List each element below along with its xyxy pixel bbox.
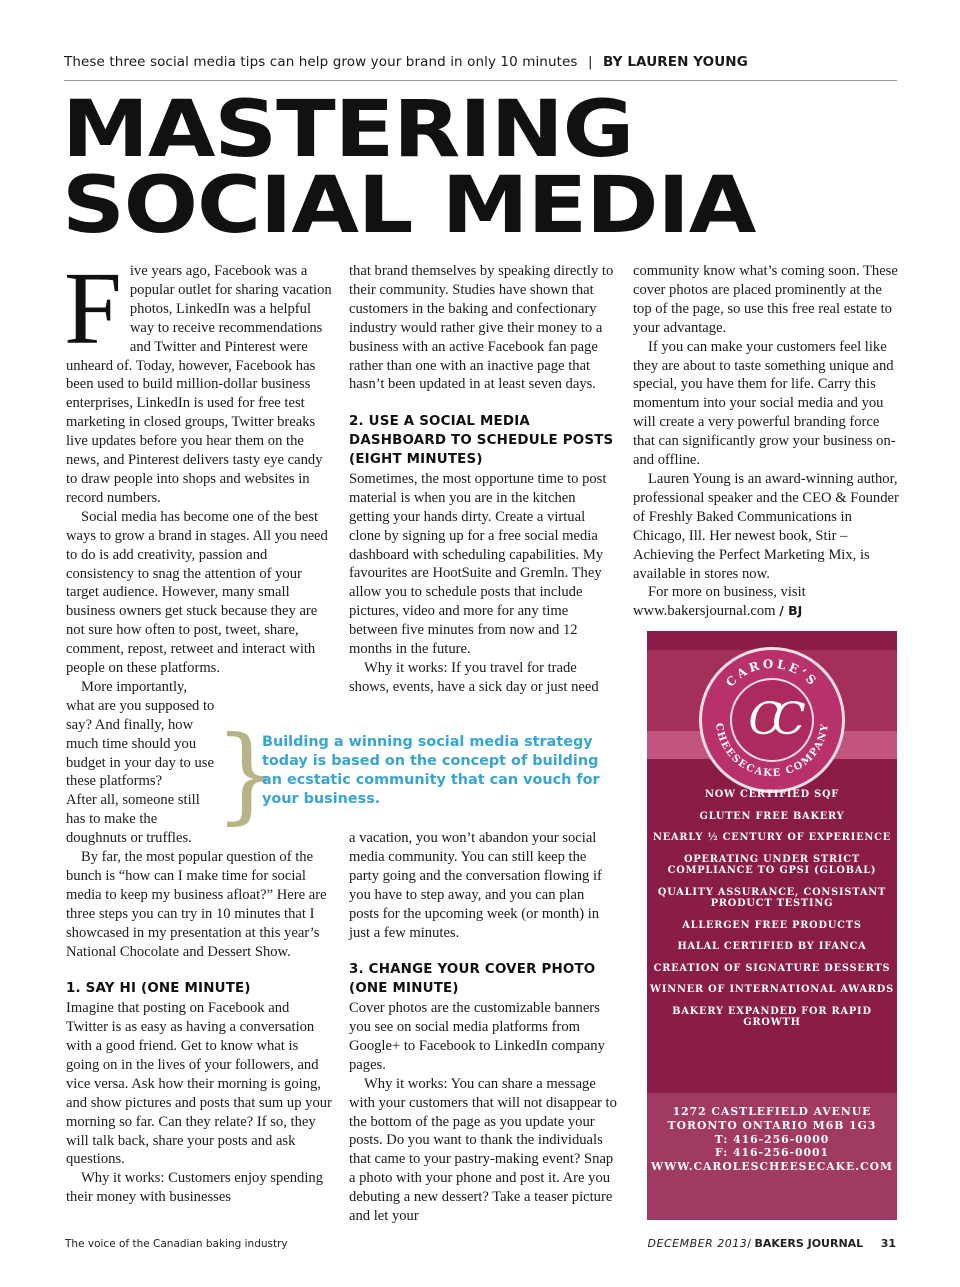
column-1-lower — [66, 848, 332, 1207]
paragraph: Sometimes, the most opportune time to post material is when you are in the kitchen getting your hands dirty. Create a virtual clone by signing up for a free social media dashboard with scheduling capabilities. My favourites are HootSuite and Gremln. They allow you to schedule posts that include pictures, video and more for any time between five minutes from now and 12 months in the future. — [349, 470, 607, 658]
paragraph: Why it works: If you travel for trade shows, events, have a sick day or just need — [349, 660, 599, 695]
drop-cap: F — [64, 251, 122, 366]
ad-contact-block — [647, 1093, 897, 1220]
column-3 — [633, 262, 901, 621]
paragraph: Why it works: Customers enjoy spending their money with businesses — [66, 1170, 323, 1206]
folio-slash: / — [747, 1237, 751, 1250]
paragraph: Imagine that posting on Facebook and Twitter is as easy as having a conversation with a good friend. Get to know what is going on in the lives of your followers, and vice versa. Ask how their morning is going, and show pictures and posts that sum up your morning so far. Can they relate? If so, they will talk back, share your posts and ask questions. — [66, 1000, 332, 1168]
paragraph: that brand themselves by speaking directly to their community. Studies have shown that customers in the baking and confectionary industry would rather give their money to a business with an active Facebook fan page rather than one with an inactive page that hasn’t been updated in at least seven days. — [349, 263, 614, 393]
advertisement — [647, 631, 897, 1220]
column-2 — [349, 262, 617, 697]
column-2-lower — [349, 829, 617, 1226]
ad-feature-list — [647, 789, 897, 1039]
header-rule — [64, 80, 897, 81]
article-deck — [64, 54, 897, 70]
paragraph — [66, 678, 216, 791]
subhead-1: 1. SAY HI (ONE MINUTE) — [66, 981, 251, 997]
website-link[interactable]: For more on business, visit www.bakersjournal.com — [633, 584, 806, 620]
paragraph: Cover photos are the customizable banners you see on social media platforms from Google+ to Facebook to LinkedIn company pages. — [349, 1000, 605, 1073]
paragraph: community know what’s coming soon. These cover photos are placed prominently at the top of the page, so use this free real estate to your advantage. — [633, 263, 898, 336]
paragraph-text: More importantly, what are you supposed to say? And finally, how much time should you budget in your day to use these platforms? — [66, 678, 215, 790]
subhead-3: 3. CHANGE YOUR COVER PHOTO (ONE MINUTE) — [349, 962, 596, 997]
ad-feature-item: WINNER OF INTERNATIONAL AWARDS — [650, 984, 894, 995]
ad-feature-item: OPERATING UNDER STRICT COMPLIANCE TO GPSI (GLOBAL) — [667, 853, 877, 876]
end-mark: / BJ — [779, 603, 803, 619]
paragraph-text: ive years ago, Facebook was a popular outlet for sharing vacation photos, LinkedIn was a helpful way to receive recommendations and Twitter and Pinterest were unheard of. Today, however, Facebook has been used to build million-dollar business enterprises, LinkedIn is used for free test marketing in closed groups, Twitter breaks live updates before you hear them on the news, and Pinterest delivers tasty eye candy to draw people into shops and websites in record numbers. — [66, 263, 332, 506]
headline — [62, 85, 756, 251]
paragraph: a vacation, you won’t abandon your social media community. You can still keep the party going and the conversation flowing if you have to step away, and you can plan posts for the upcoming week (or month) in just a few minutes. — [349, 830, 602, 941]
paragraph — [633, 583, 901, 621]
seal-monogram: CC — [748, 694, 796, 745]
pullquote-brace: } — [214, 713, 281, 835]
paragraph — [64, 251, 332, 508]
ad-feature-item: CREATION OF SIGNATURE DESSERTS — [653, 962, 891, 974]
paragraph: If you can make your customers feel like they are about to taste something unique and special, you have them for life. Carry this momentum into your social media and you will create a very powerful branding force that can significantly grow your business on- and offline. — [633, 338, 896, 469]
svg-text:CAROLE’S: CAROLE’S — [723, 656, 821, 690]
ad-feature-item: ALLERGEN FREE PRODUCTS — [682, 919, 862, 931]
deck-text: These three social media tips can help grow your brand in only 10 minutes — [64, 54, 578, 70]
footer-folio — [648, 1237, 896, 1250]
paragraph: Why it works: You can share a message with your customers that will not disappear to the bottom of the page as you update your posts. Do you want to thank the individuals that came to your pastry-making event? Snap a photo with your phone and post it. Are you debuting a new dessert? Take a teaser picture and let your — [349, 1075, 617, 1225]
paragraph: After all, someone still has to make the doughnuts or truffles. — [66, 792, 200, 847]
headline-line-2: SOCIAL MEDIA — [62, 161, 756, 251]
ad-feature-item: NEARLY ½ CENTURY OF EXPERIENCE — [653, 832, 891, 843]
ad-phone: T: 416-256-0000 — [714, 1132, 830, 1146]
footer-tagline: The voice of the Canadian baking industry — [65, 1238, 288, 1250]
svg-text:CHEESECAKE COMPANY: CHEESECAKE COMPANY — [712, 722, 832, 780]
ad-feature-item: GLUTEN FREE BAKERY — [699, 810, 845, 822]
paragraph: Social media has become one of the best ways to grow a brand in stages. All you need to do is add creativity, passion and consistency to snag the attention of your target audience. However, many small business owners get stuck because they are not sure how often to post, tweet, share, comment, repost, retweet and interact with people on these platforms. — [66, 508, 328, 677]
ad-feature-item: HALAL CERTIFIED BY IFANCA — [677, 941, 867, 952]
ad-website[interactable]: WWW.CAROLESCHEESECAKE.COM — [651, 1160, 893, 1174]
page-number: 31 — [880, 1237, 896, 1250]
byline: BY LAUREN YOUNG — [603, 54, 748, 70]
company-seal-logo — [699, 647, 845, 793]
deck-separator: | — [587, 54, 593, 70]
ad-address: 1272 CASTLEFIELD AVENUE — [672, 1105, 872, 1118]
seal-inner-ring — [730, 678, 814, 762]
paragraph: By far, the most popular question of the bunch is “how can I make time for social media to keep my business afloat?” Here are three steps you can try in 10 minutes that I showcased in my presentation at this year’s National Chocolate and Dessert Show. — [66, 849, 327, 960]
paragraph: Lauren Young is an award-winning author, professional speaker and the CEO & Founder of Freshly Baked Communications in Chicago, Ill. Her newest book, Stir – Achieving the Perfect Marketing Mix, is available in stores now. — [633, 470, 899, 582]
subhead-2: 2. USE A SOCIAL MEDIA DASHBOARD TO SCHEDULE POSTS (EIGHT MINUTES) — [349, 414, 614, 468]
ad-fax: F: 416-256-0001 — [714, 1146, 830, 1160]
ad-city: TORONTO ONTARIO M6B 1G3 — [667, 1118, 877, 1132]
ad-feature-item: BAKERY EXPANDED FOR RAPID GROWTH — [672, 1005, 872, 1028]
ad-feature-item: NOW CERTIFIED SQF — [704, 789, 840, 800]
magazine-name: BAKERS JOURNAL — [754, 1237, 864, 1250]
headline-line-1: MASTERING — [62, 85, 634, 175]
pullquote: Building a winning social media strategy today is based on the concept of building an ecstatic community that can vouch for your business. — [262, 734, 600, 807]
ad-feature-item: QUALITY ASSURANCE, CONSISTANT PRODUCT TESTING — [657, 886, 887, 909]
issue-date: DECEMBER 2013 — [647, 1237, 748, 1250]
